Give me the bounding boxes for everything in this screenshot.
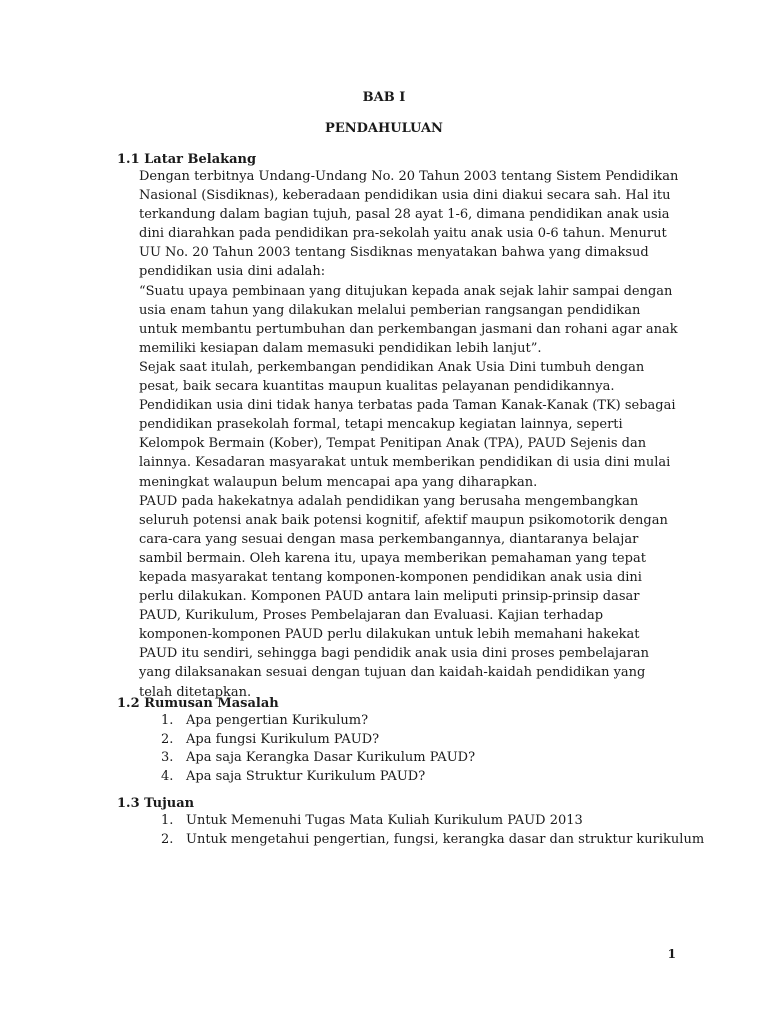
- paragraph: Sejak saat itulah, perkembangan pendidikan Anak Usia Dini tumbuh dengan pesat, baik secara kuantitas maupun kualitas pelayanan pendidikannya. Pendidikan usia dini tidak hanya terbatas pada Taman Kanak-Kanak (TK) sebagai pendidikan prasekolah formal, tetapi mencakup kegiatan lainnya, seperti Kelompok Bermain (Kober), Tempat Penitipan Anak (TPA), PAUD Sejenis dan lainnya. Kesadaran masyarakat untuk memberikan pendidikan di usia dini mulai meningkat walaupun belum mencapai apa yang diharapkan.: [139, 359, 676, 490]
- list-item: [161, 831, 704, 850]
- rumusan-masalah-list: [161, 712, 475, 786]
- section-title-tujuan: 1.3 Tujuan: [117, 796, 195, 811]
- paragraph: PAUD pada hakekatnya adalah pendidikan yang berusaha mengembangkan seluruh potensi anak baik potensi kognitif, afektif maupun psikomotorik dengan cara-cara yang sesuai dengan masa perkembangannya, diantaranya belajar sambil bermain. Oleh karena itu, upaya memberikan pemahaman yang tepat kepada masyarakat tentang komponen-komponen pendidikan anak usia dini perlu dilakukan. Komponen PAUD antara lain meliputi prinsip-prinsip dasar PAUD, Kurikulum, Proses Pembelajaran dan Evaluasi. Kajian terhadap komponen-komponen PAUD perlu dilakukan untuk lebih memahani hakekat PAUD itu sendiri, sehingga bagi pendidik anak usia dini proses pembelajaran yang dilaksanakan sesuai dengan tujuan dan kaidah-kaidah pendidikan yang telah ditetapkan.: [139, 493, 668, 700]
- chapter-number: BAB I: [362, 90, 406, 105]
- list-text: Apa saja Kerangka Dasar Kurikulum PAUD?: [186, 750, 476, 765]
- list-item: [161, 712, 475, 731]
- paragraph: Dengan terbitnya Undang-Undang No. 20 Tahun 2003 tentang Sistem Pendidikan Nasional (Sisdiknas), keberadaan pendidikan usia dini diakui secara sah. Hal itu terkandung dalam bagian tujuh, pasal 28 ayat 1-6, dimana pendidikan anak usia dini diarahkan pada pendidikan pra-sekolah yaitu anak usia 0-6 tahun. Menurut UU No. 20 Tahun 2003 tentang Sisdiknas menyatakan bahwa yang dimaksud pendidikan usia dini adalah:: [139, 169, 679, 280]
- list-item: [161, 749, 475, 768]
- page-number: 1: [667, 947, 676, 961]
- list-text: Untuk Memenuhi Tugas Mata Kuliah Kurikulum PAUD 2013: [186, 813, 583, 828]
- list-text: Apa pengertian Kurikulum?: [186, 713, 369, 728]
- list-number: 4.: [161, 768, 174, 784]
- chapter-title: PENDAHULUAN: [325, 121, 443, 136]
- tujuan-list: [161, 812, 704, 849]
- list-number: 2.: [161, 831, 174, 847]
- section-body-latar-belakang: [139, 167, 679, 702]
- list-number: 1.: [161, 713, 174, 728]
- list-item: [161, 731, 475, 750]
- quote-paragraph: “Suatu upaya pembinaan yang ditujukan kepada anak sejak lahir sampai dengan usia enam tahun yang dilakukan melalui pemberian rangsangan pendidikan untuk membantu pertumbuhan dan perkembangan jasmani dan rohani agar anak memiliki kesiapan dalam memasuki pendidikan lebih lanjut”.: [139, 283, 678, 356]
- list-item: [161, 812, 704, 831]
- list-text: Apa saja Struktur Kurikulum PAUD?: [186, 768, 426, 784]
- list-number: 1.: [161, 813, 174, 828]
- section-title-rumusan-masalah: 1.2 Rumusan Masalah: [117, 696, 279, 711]
- list-number: 3.: [161, 750, 174, 765]
- list-text: Apa fungsi Kurikulum PAUD?: [186, 731, 380, 747]
- list-item: [161, 768, 475, 787]
- section-title-latar-belakang: 1.1 Latar Belakang: [117, 152, 257, 167]
- list-number: 2.: [161, 731, 174, 747]
- list-text: Untuk mengetahui pengertian, fungsi, kerangka dasar dan struktur kurikulum: [186, 831, 705, 847]
